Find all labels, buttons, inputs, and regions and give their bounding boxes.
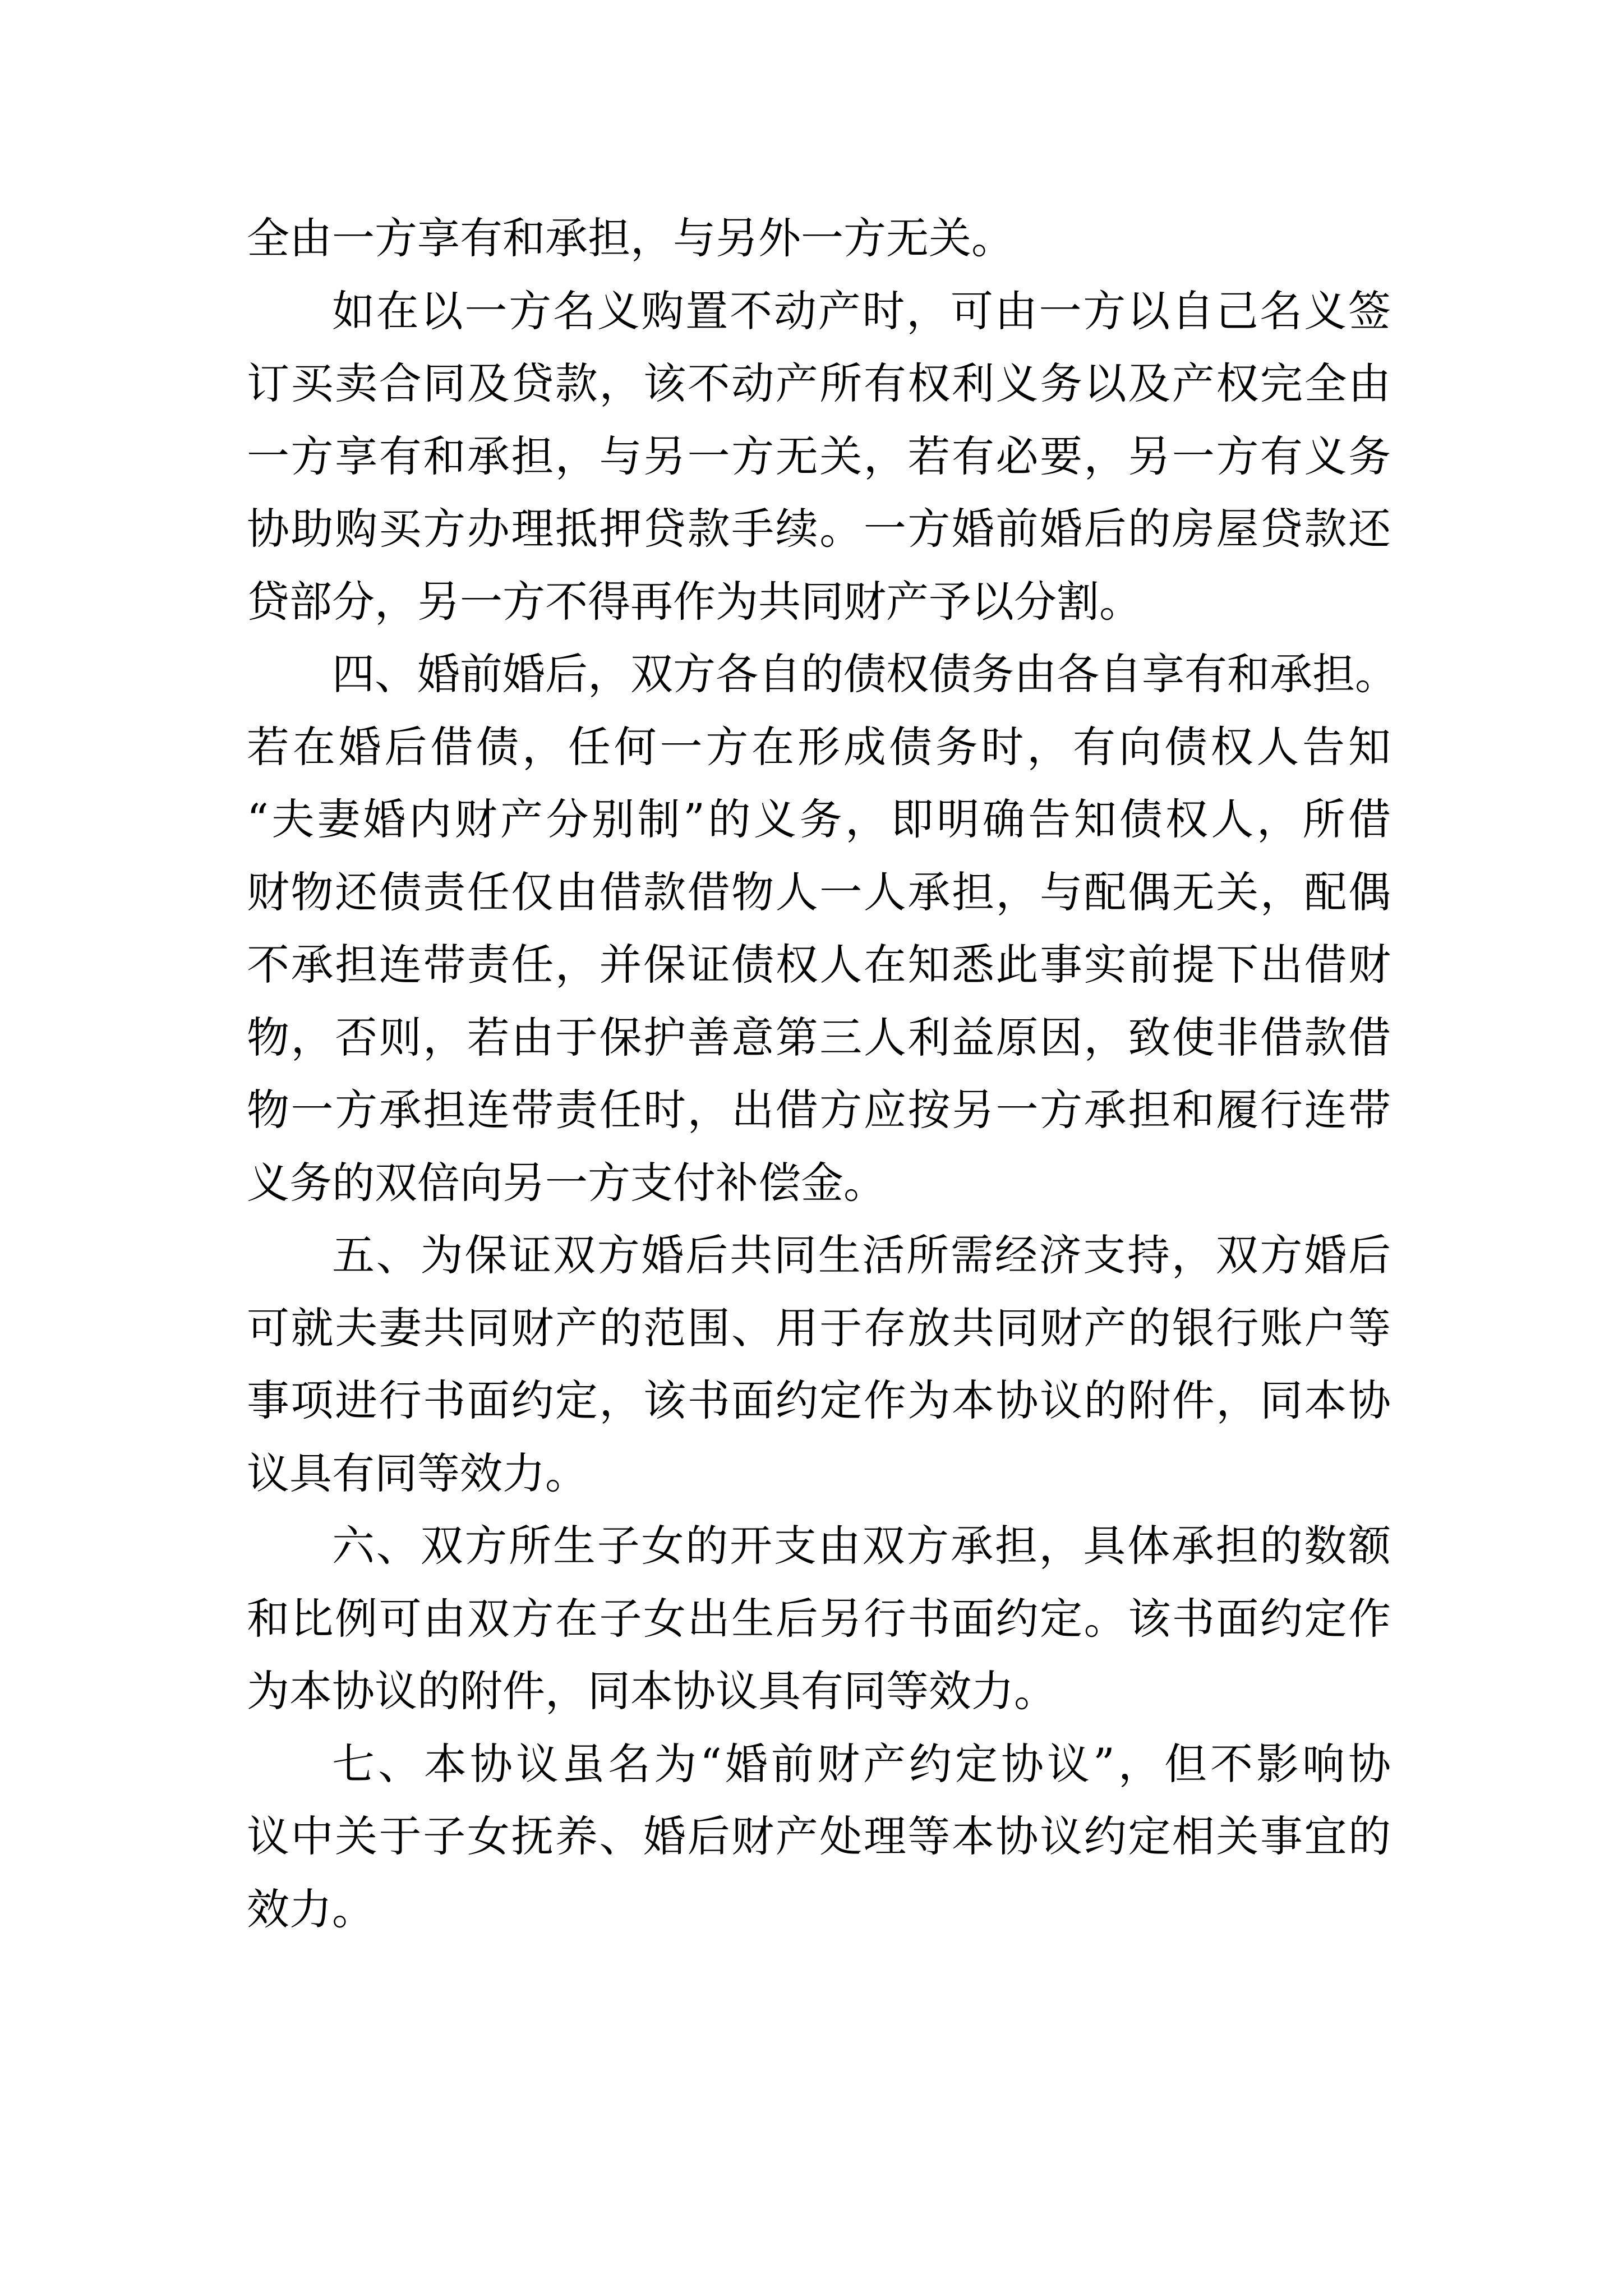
- text-line: 全由一方享有和承担，与另外一方无关。: [247, 213, 1014, 263]
- text-line: 议具有同等效力。: [247, 1448, 588, 1498]
- text-line: 议中关于子女抚养、婚后财产处理等本协议约定相关事宜的: [247, 1811, 1391, 1861]
- text-line: 事项进行书面约定，该书面约定作为本协议的附件，同本协: [247, 1375, 1391, 1425]
- text-line: 物一方承担连带责任时，出借方应按另一方承担和履行连带: [247, 1085, 1391, 1135]
- text-line: 财物还债责任仅由借款借物人一人承担，与配偶无关，配偶: [247, 867, 1391, 917]
- text-line: 效力。: [247, 1884, 375, 1934]
- text-line: 一方享有和承担，与另一方无关，若有必要，另一方有义务: [247, 431, 1391, 481]
- text-line: 五、为保证双方婚后共同生活所需经济支持，双方婚后: [332, 1230, 1391, 1280]
- text-line: 六、双方所生子女的开支由双方承担，具体承担的数额: [332, 1521, 1391, 1571]
- text-line: 若在婚后借债，任何一方在形成债务时，有向债权人告知: [247, 721, 1391, 772]
- text-line: “夫妻婚内财产分别制”的义务，即明确告知债权人，所借: [247, 794, 1391, 844]
- text-line: 不承担连带责任，并保证债权人在知悉此事实前提下出借财: [247, 940, 1391, 990]
- document-page: [247, 202, 1398, 1945]
- text-line: 四、婚前婚后，双方各自的债权债务由各自享有和承担。: [332, 649, 1398, 699]
- text-line: 七、本协议虽名为“婚前财产约定协议”，但不影响协: [332, 1738, 1391, 1789]
- text-line: 和比例可由双方在子女出生后另行书面约定。该书面约定作: [247, 1593, 1391, 1644]
- text-line: 可就夫妻共同财产的范围、用于存放共同财产的银行账户等: [247, 1303, 1391, 1353]
- text-line: 订买卖合同及贷款，该不动产所有权利义务以及产权完全由: [247, 358, 1391, 408]
- text-line: 物，否则，若由于保护善意第三人利益原因，致使非借款借: [247, 1012, 1391, 1062]
- text-line: 义务的双倍向另一方支付补偿金。: [247, 1157, 886, 1208]
- text-line: 如在以一方名义购置不动产时，可由一方以自己名义签: [332, 286, 1391, 336]
- text-line: 贷部分，另一方不得再作为共同财产予以分割。: [247, 576, 1142, 627]
- text-line: 协助购买方办理抵押贷款手续。一方婚前婚后的房屋贷款还: [247, 504, 1391, 554]
- text-line: 为本协议的附件，同本协议具有同等效力。: [247, 1666, 1057, 1716]
